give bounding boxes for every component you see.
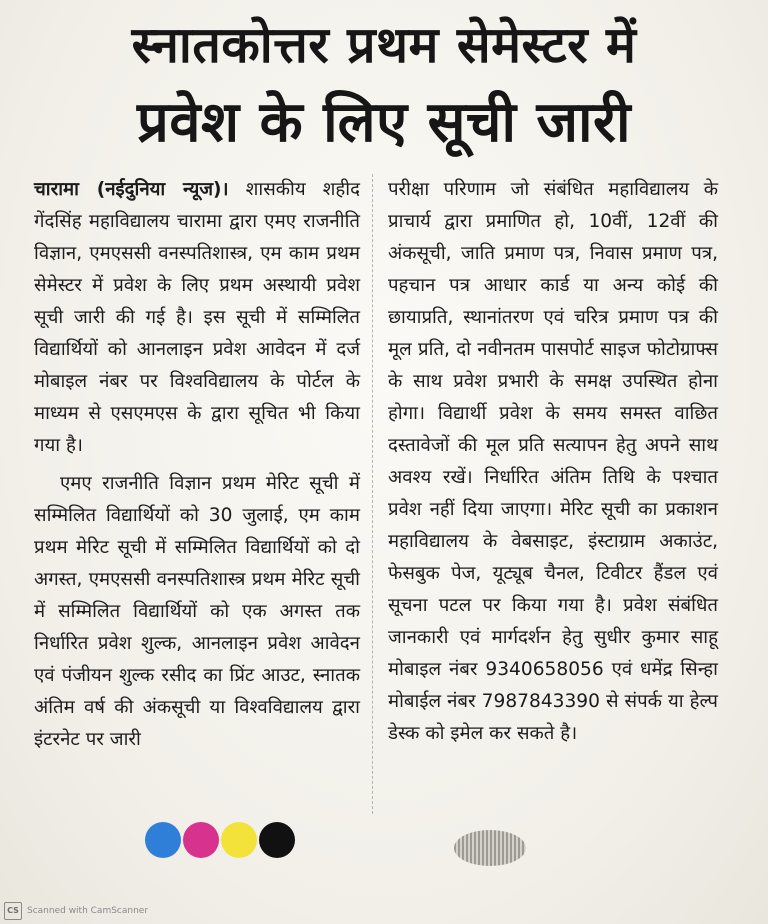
column-divider (372, 174, 373, 814)
headline-line-1: स्नातकोत्तर प्रथम सेमेस्टर में (131, 16, 637, 74)
magenta-registration-dot (183, 822, 219, 858)
article-column-left (34, 174, 360, 756)
article-paragraph: परीक्षा परिणाम जो संबंधित महाविद्यालय के प्राचार्य द्वारा प्रमाणित हो, 10वीं, 12वीं की अंकसूची, जाति प्रमाण पत्र, निवास प्रमाण पत्र, पहचान पत्र आधार कार्ड या अन्य कोई की छायाप्रति, स्थानांतरण एवं चरित्र प्रमाण पत्र की मूल प्रति, दो नवीनतम पासपोर्ट साइज फोटोग्राफ्स के साथ प्रवेश प्रभारी के समक्ष उपस्थित होना होगा। विद्यार्थी प्रवेश के समय समस्त वाछित दस्तावेजों की मूल प्रति सत्यापन हेतु अपने साथ अवश्य रखें। निर्धारित अंतिम तिथि के पश्चात प्रवेश नहीं दिया जाएगा। मेरिट सूची का प्रकाशन महाविद्यालय के वेबसाइट, इंस्टाग्राम अकाउंट, फेसबुक पेज, यूट्यूब चैनल, टिवीटर हैंडल एवं सूचना पटल पर किया गया है। प्रवेश संबंधित जानकारी एवं मार्गदर्शन हेतु सुधीर कुमार साहू मोबाइल नंबर 9340658056 एवं धमेंद्र सिन्हा मोबाईल नंबर 7987843390 से संपर्क या हेल्प डेस्क को इमेल कर सकते है। (388, 179, 718, 744)
color-registration-marks (145, 822, 295, 862)
dateline: चारामा (नईदुनिया न्यूज)। (34, 179, 229, 200)
yellow-registration-dot (221, 822, 257, 858)
camscanner-logo-icon: CS (4, 902, 22, 920)
headline-line-2: प्रवेश के लिए सूची जारी (137, 90, 631, 155)
print-smudge (454, 830, 526, 866)
article-paragraph (34, 174, 360, 462)
article-paragraph: एमए राजनीति विज्ञान प्रथम मेरिट सूची में सम्मिलित विद्यार्थियों को 30 जुलाई, एम काम प्रथम मेरिट सूची में सम्मिलित विद्यार्थियों को दो अगस्त, एमएससी वनस्पतिशास्त्र प्रथम मेरिट सूची में सम्मिलित विद्यार्थियों को एक अगस्त तक निर्धारित प्रवेश शुल्क, आनलाइन प्रवेश आवेदन एवं पंजीयन शुल्क रसीद का प्रिंट आउट, स्नातक अंतिम वर्ष की अंकसूची या विश्वविद्यालय द्वारा इंटरनेट पर जारी (34, 473, 360, 750)
cyan-registration-dot (145, 822, 181, 858)
article-column-right (388, 174, 718, 750)
watermark-text: Scanned with CamScanner (27, 906, 149, 916)
black-registration-dot (259, 822, 295, 858)
scanner-watermark (4, 902, 148, 920)
paragraph-text: शासकीय शहीद गेंदसिंह महाविद्यालय चारामा द्वारा एमए राजनीति विज्ञान, एमएससी वनस्पतिशास्त्र, एम काम प्रथम सेमेस्टर में प्रवेश के लिए प्रथम अस्थायी प्रवेश सूची जारी की गई है। इस सूची में सम्मिलित विद्यार्थियों को आनलाइन प्रवेश आवेदन में दर्ज मोबाइल नंबर पर विश्वविद्यालय के पोर्टल के माध्यम से एसएमएस के द्वारा सूचित भी किया गया है। (34, 179, 360, 456)
